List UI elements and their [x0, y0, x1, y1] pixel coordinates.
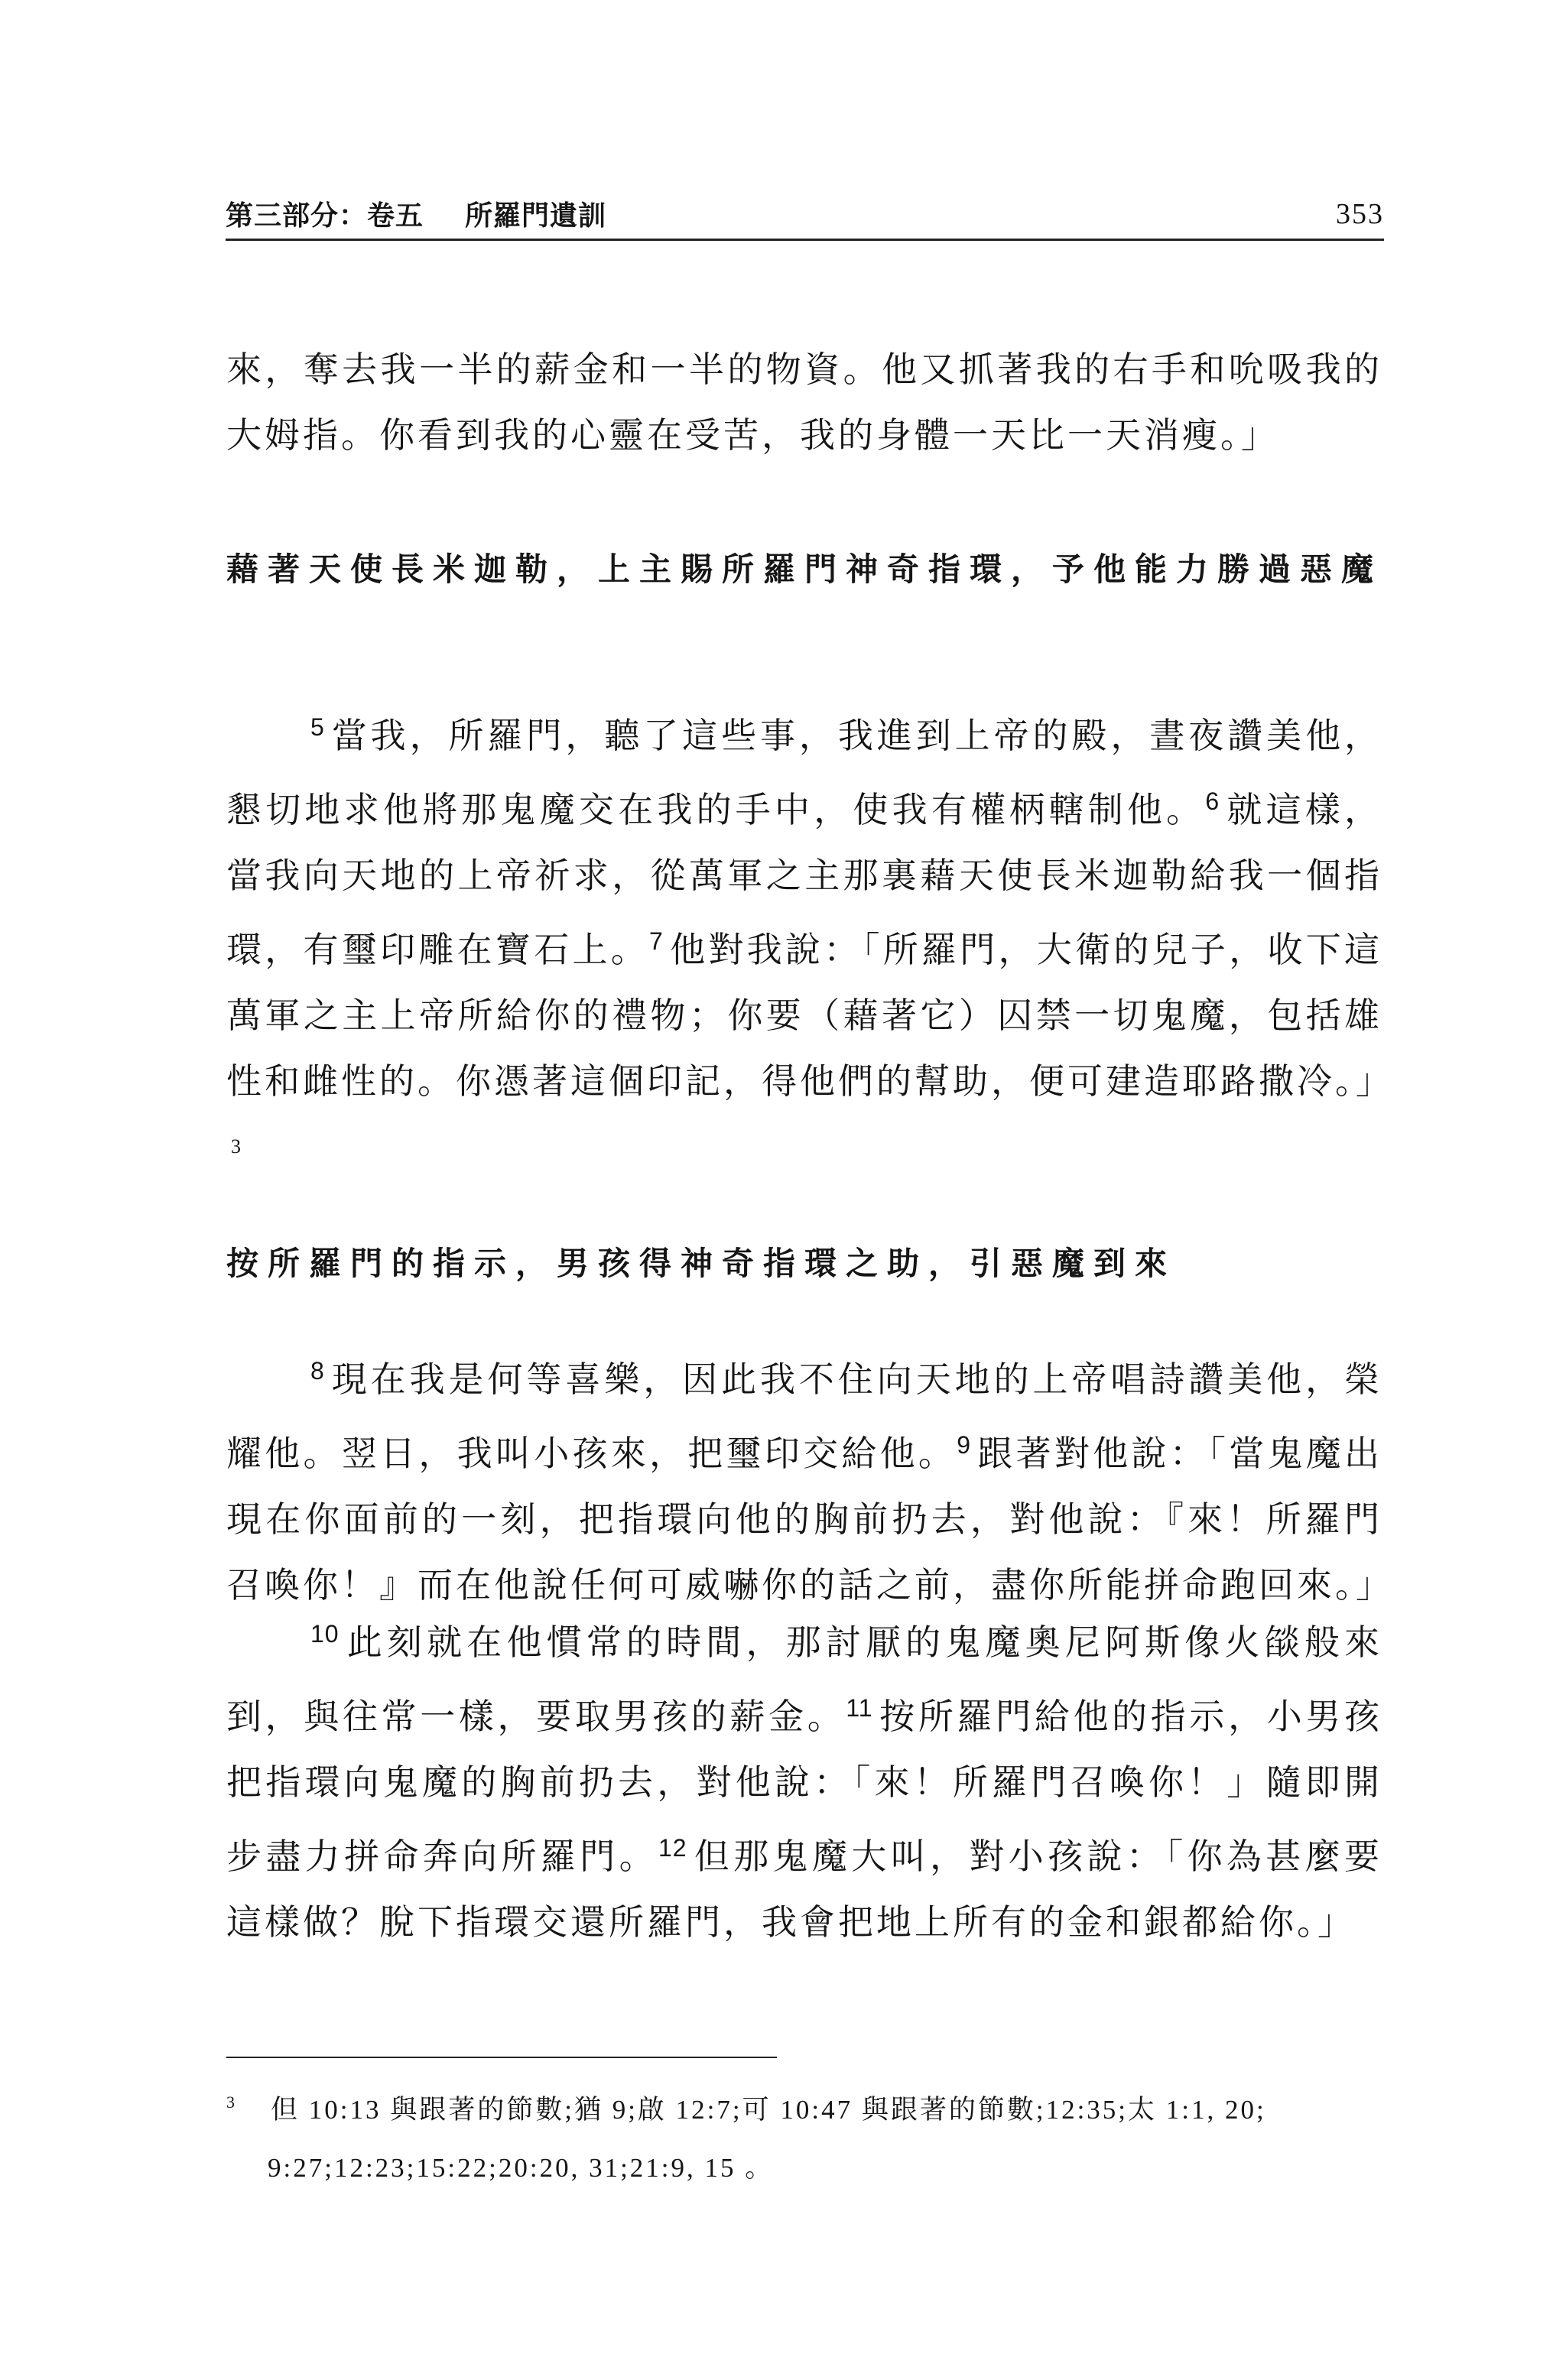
paragraph-verses-10-12: [226, 1601, 1382, 1955]
heading-text: 按所羅門的指示，男孩得神奇指環之助，引惡魔到來: [226, 1245, 1177, 1282]
verse-text: 此刻就在他慣常的時間，那討厭的鬼魔奧尼阿斯像火燄般來到，與往常一樣，要取男孩的薪金。: [226, 1622, 1382, 1737]
paragraph-text: [226, 694, 1394, 1190]
section-heading-1: [226, 535, 1382, 604]
verse-text: 按所羅門給他的指示，小男孩把指環向鬼魔的胸前扔去，對他說：「來！所羅門召喚你！」隨即開步盡力拼命奔向所羅門。: [226, 1696, 1383, 1877]
paragraph-continuation: [226, 336, 1382, 468]
verse-text: 跟著對他說：「當鬼魔出現在你面前的一刻，把指環向他的胸前扔去，對他說：『來！所羅門召喚你！』而在他說任何可威嚇你的話之前，盡你所能拼命跑回來。」: [226, 1433, 1394, 1606]
verse-text: 他對我說：「所羅門，大衛的兒子，收下這萬軍之主上帝所給你的禮物；你要（藉著它）囚禁一切鬼魔，包括雄性和雌性的。你憑著這個印記，得他們的幫助，便可建造耶路撒冷。」: [226, 929, 1394, 1102]
paragraph-text: [226, 1601, 1382, 1955]
verse-text: 當我，所羅門，聽了這些事，我進到上帝的殿，晝夜讚美他，懇切地求他將那鬼魔交在我的手中，使我有權柄轄制他。: [226, 715, 1382, 830]
footnote-line-1: [226, 2073, 1382, 2139]
verse-number: 11: [846, 1694, 873, 1722]
verse-number: 7: [649, 927, 664, 955]
verse-number: 5: [310, 713, 325, 741]
paragraph-text: 來，奪去我一半的薪金和一半的物資。他又抓著我的右手和吮吸我的大姆指。你看到我的心靈在受苦，我的身體一天比一天消瘦。」: [226, 349, 1382, 456]
footnote-line-2: 9:27;12:23;15:22;20:20, 31;21:9, 15 。: [268, 2153, 775, 2183]
footnote-mark: 3: [226, 2093, 237, 2112]
paragraph-verses-8-9: [226, 1338, 1394, 1618]
verse-text: 但那鬼魔大叫，對小孩說：「你為甚麼要這樣做？脫下指環交還所羅門，我會把地上所有的金和銀都給你。」: [226, 1836, 1383, 1943]
verse-number: 12: [658, 1834, 687, 1862]
heading-text: 藉著天使長米迦勒，上主賜所羅門神奇指環，予他能力勝過惡魔: [226, 550, 1383, 588]
verse-number: 9: [957, 1431, 971, 1459]
section-heading-2: [226, 1229, 1382, 1298]
verse-text: 現在我是何等喜樂，因此我不住向天地的上帝唱詩讚美他，榮耀他。翌日，我叫小孩來，把璽印交給他。: [226, 1359, 1382, 1474]
verse-number: 8: [310, 1357, 325, 1385]
footnote-divider: [226, 2057, 777, 2058]
book-title: 所羅門遺訓: [465, 200, 607, 232]
verse-number: 6: [1205, 787, 1220, 815]
verse-number: 10: [310, 1620, 340, 1648]
footnote-text: 但 10:13 與跟著的節數;猶 9;啟 12:7;可 10:47 與跟著的節數;12:35;太 1:1, 20;: [271, 2095, 1266, 2125]
paragraph-verses-5-7: [226, 694, 1394, 1190]
paragraph-text: [226, 1338, 1394, 1618]
verse-text: 就這樣，當我向天地的上帝祈求，從萬軍之主那裏藉天使長米迦勒給我一個指環，有璽印雕在寶石上。: [226, 789, 1383, 970]
chapter-label: 第三部分：卷五: [226, 200, 424, 232]
page-number: 353: [1336, 198, 1384, 230]
running-header: [226, 191, 1384, 241]
footnote: [226, 2073, 1382, 2197]
footnote-reference[interactable]: 3: [231, 1135, 244, 1158]
header-title-group: [226, 194, 606, 233]
